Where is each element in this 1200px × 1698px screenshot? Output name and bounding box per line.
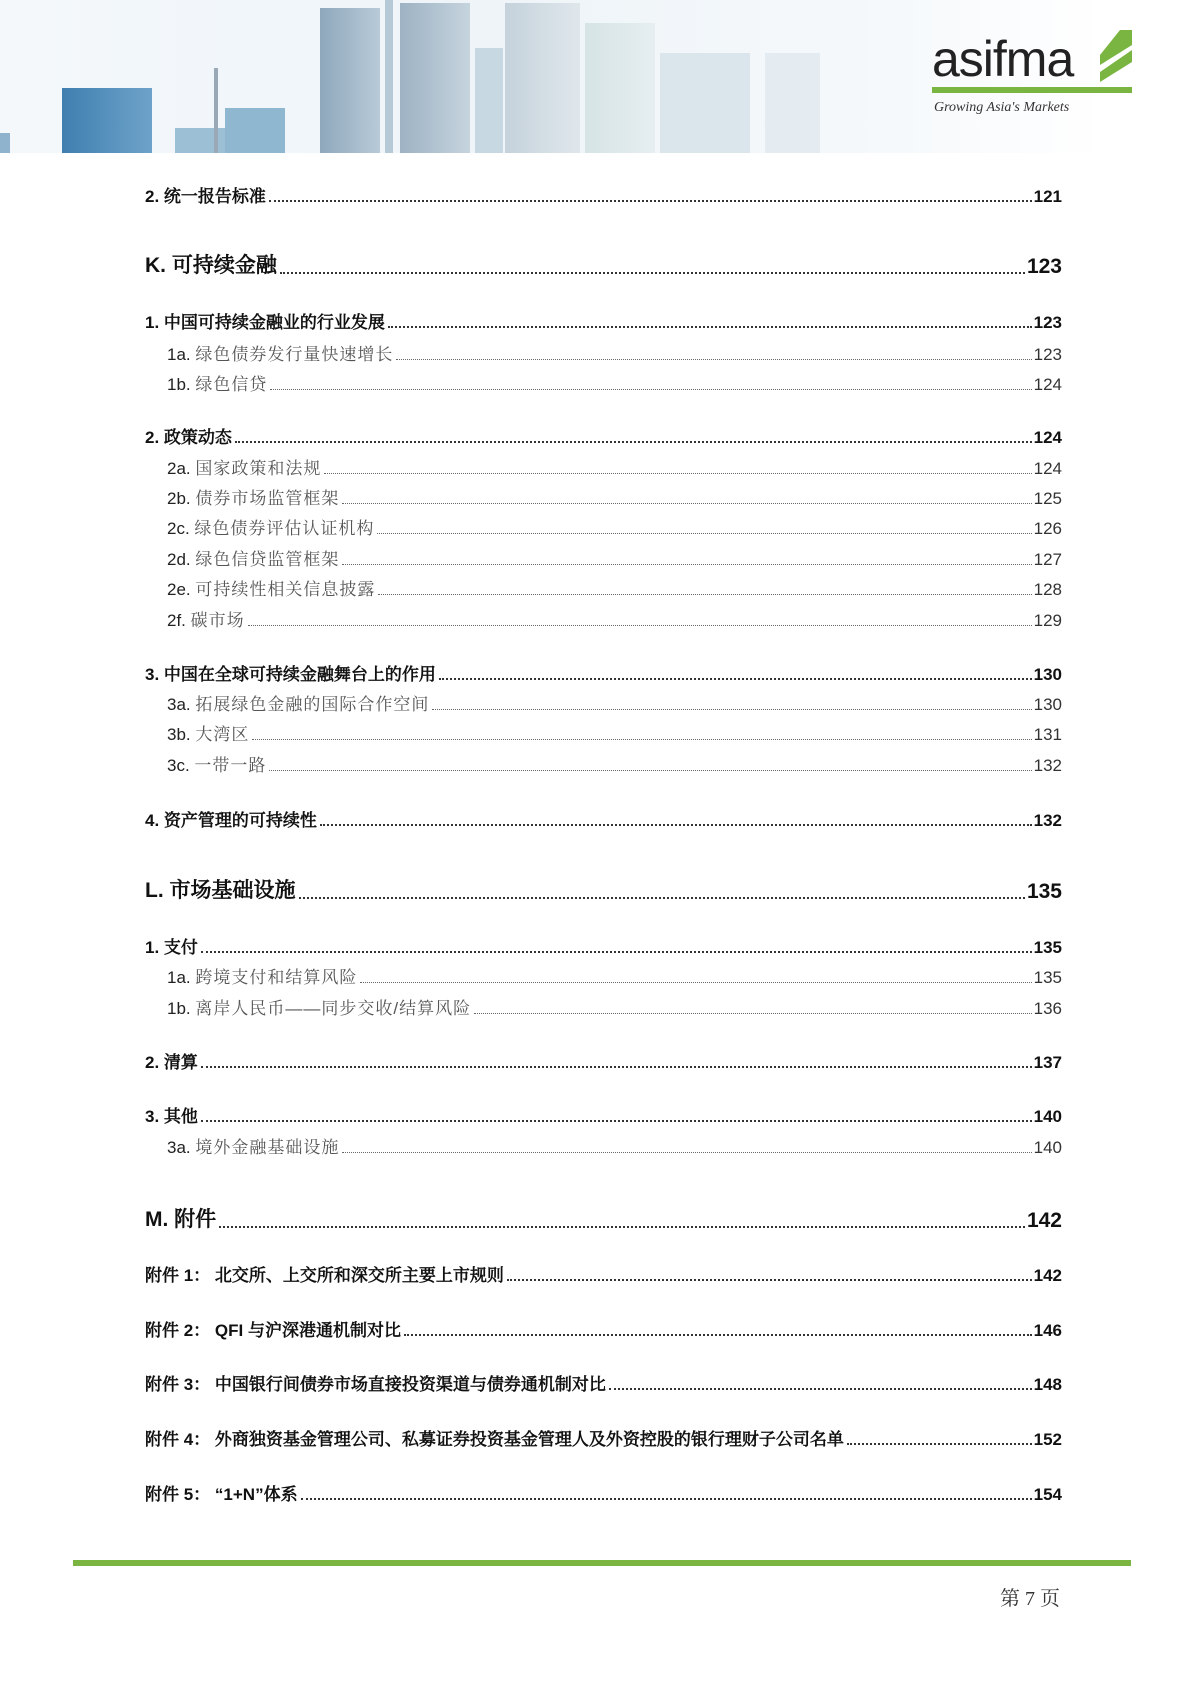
- toc-entry-page: 152: [1033, 1430, 1062, 1449]
- toc-entry-number: M.: [145, 1208, 169, 1231]
- header-banner: [0, 0, 1200, 153]
- toc-entry-number: 2f.: [167, 611, 186, 630]
- dot-leader: [507, 1279, 1032, 1281]
- toc-entry-page: 142: [1026, 1209, 1062, 1232]
- toc-entry-page: 124: [1033, 428, 1062, 447]
- dot-leader: [201, 1066, 1032, 1068]
- dot-leader: [388, 326, 1032, 328]
- dot-leader: [201, 1120, 1032, 1122]
- toc-entry-number: L.: [145, 879, 164, 902]
- logo-underline: [932, 87, 1132, 93]
- toc-entry-page: 135: [1033, 938, 1062, 957]
- dot-leader: [342, 503, 1031, 504]
- dot-leader: [235, 441, 1032, 443]
- dot-leader: [219, 1226, 1025, 1228]
- dot-leader: [377, 533, 1031, 534]
- toc-entry-title: 绿色债券发行量快速增长: [195, 345, 394, 364]
- logo-wordmark: asifma: [932, 31, 1074, 87]
- toc-entry-number: 2a.: [167, 459, 191, 478]
- toc-entry-number: 2c.: [167, 519, 190, 538]
- toc-entry-number: 1b.: [167, 375, 191, 394]
- toc-entry-number: 附件 1：: [145, 1266, 211, 1285]
- dot-leader: [474, 1013, 1032, 1014]
- toc-entry[interactable]: [167, 690, 1062, 715]
- toc-entry[interactable]: [145, 1425, 1062, 1450]
- dot-leader: [432, 709, 1031, 710]
- toc-entry[interactable]: [145, 1370, 1062, 1395]
- toc-entry-number: 附件 2：: [145, 1321, 211, 1340]
- toc-entry-page: 137: [1033, 1053, 1062, 1072]
- toc-entry-number: 附件 4：: [145, 1430, 211, 1449]
- dot-leader: [324, 473, 1031, 474]
- toc-entry[interactable]: [145, 806, 1062, 831]
- toc-entry-number: 附件 5：: [145, 1485, 211, 1504]
- dot-leader: [342, 564, 1031, 565]
- toc-entry[interactable]: [167, 545, 1062, 570]
- toc-entry-page: 132: [1033, 756, 1062, 775]
- toc-entry-title: QFI 与沪深港通机制对比: [214, 1321, 401, 1340]
- toc-entry-page: 127: [1033, 550, 1062, 569]
- dot-leader: [301, 1498, 1032, 1500]
- toc-entry-number: 2.: [145, 428, 160, 447]
- toc-entry-number: 1a.: [167, 345, 191, 364]
- toc-entry-page: 124: [1033, 459, 1062, 478]
- toc-entry[interactable]: [167, 994, 1062, 1019]
- toc-entry-page: 130: [1033, 695, 1062, 714]
- dot-leader: [201, 951, 1032, 953]
- dot-leader: [396, 359, 1031, 360]
- toc-entry-page: 128: [1033, 580, 1062, 599]
- toc-entry-title: 其他: [163, 1107, 198, 1126]
- toc-entry-number: 2.: [145, 187, 160, 206]
- toc-entry-title: 绿色信贷: [195, 375, 268, 394]
- dot-leader: [609, 1388, 1032, 1390]
- toc-entry-title: 大湾区: [195, 725, 250, 744]
- toc-entry-page: 135: [1033, 968, 1062, 987]
- toc-entry-page: 125: [1033, 489, 1062, 508]
- toc-entry[interactable]: [145, 1316, 1062, 1341]
- toc-entry-page: 129: [1033, 611, 1062, 630]
- toc-entry-page: 136: [1033, 999, 1062, 1018]
- toc-entry-number: K.: [145, 254, 166, 277]
- toc-entry-page: 132: [1033, 811, 1062, 830]
- dot-leader: [248, 625, 1032, 626]
- toc-entry-number: 1a.: [167, 968, 191, 987]
- toc-entry-page: 123: [1026, 255, 1062, 278]
- toc-entry-title: 一带一路: [194, 756, 267, 775]
- toc-entry-number: 1.: [145, 938, 160, 957]
- toc-entry[interactable]: [145, 1102, 1062, 1127]
- toc-entry-title: 拓展绿色金融的国际合作空间: [195, 695, 430, 714]
- dot-leader: [378, 594, 1031, 595]
- toc-entry-title: 离岸人民币——同步交收/结算风险: [195, 999, 472, 1018]
- toc-entry[interactable]: [167, 340, 1062, 365]
- toc-entry[interactable]: [167, 575, 1062, 600]
- dot-leader: [270, 389, 1031, 390]
- toc-entry-title: 中国可持续金融业的行业发展: [163, 313, 385, 332]
- toc-entry[interactable]: [145, 249, 1062, 279]
- toc-entry-page: 124: [1033, 375, 1062, 394]
- toc-entry-title: 跨境支付和结算风险: [195, 968, 358, 987]
- toc-entry[interactable]: [145, 1203, 1062, 1233]
- toc-entry-page: 126: [1033, 519, 1062, 538]
- toc-entry-number: 3.: [145, 1107, 160, 1126]
- toc-entry-title: 碳市场: [190, 611, 245, 630]
- toc-entry[interactable]: [145, 933, 1062, 958]
- toc-entry-title: 可持续金融: [171, 254, 277, 277]
- page-number: 第 7 页: [1000, 1588, 1060, 1610]
- toc-entry-number: 1b.: [167, 999, 191, 1018]
- logo-stripes-icon: [1090, 30, 1135, 95]
- toc-entry-title: 中国在全球可持续金融舞台上的作用: [163, 665, 436, 684]
- toc-entry[interactable]: [167, 963, 1062, 988]
- dot-leader: [360, 982, 1031, 983]
- toc-entry-page: 142: [1033, 1266, 1062, 1285]
- asifma-logo: [930, 30, 1135, 125]
- toc-entry-title: 债券市场监管框架: [195, 489, 340, 508]
- toc-entry[interactable]: [145, 423, 1062, 448]
- toc-entry-number: 3b.: [167, 725, 191, 744]
- toc-entry-title: 资产管理的可持续性: [163, 811, 317, 830]
- dot-leader: [269, 770, 1031, 771]
- toc-entry[interactable]: [145, 308, 1062, 333]
- toc-entry-page: 140: [1033, 1138, 1062, 1157]
- toc-entry[interactable]: [167, 1133, 1062, 1158]
- toc-entry-title: 附件: [174, 1208, 217, 1231]
- toc-entry[interactable]: [145, 660, 1062, 685]
- dot-leader: [269, 200, 1032, 202]
- toc-entry[interactable]: [167, 720, 1062, 745]
- toc-entry-number: 2.: [145, 1053, 160, 1072]
- toc-entry-title: 支付: [163, 938, 198, 957]
- toc-entry-title: 中国银行间债券市场直接投资渠道与债券通机制对比: [214, 1375, 606, 1394]
- toc-entry-page: 148: [1033, 1375, 1062, 1394]
- dot-leader: [280, 272, 1025, 274]
- dot-leader: [439, 678, 1032, 680]
- dot-leader: [404, 1334, 1032, 1336]
- toc-entry-number: 3a.: [167, 1138, 191, 1157]
- toc-entry-title: 市场基础设施: [169, 879, 296, 902]
- toc-entry-page: 131: [1033, 725, 1062, 744]
- toc-entry[interactable]: [145, 182, 1062, 207]
- toc-entry-number: 2e.: [167, 580, 191, 599]
- toc-entry-page: 154: [1033, 1485, 1062, 1504]
- toc-entry-number: 3a.: [167, 695, 191, 714]
- toc-entry-page: 121: [1033, 187, 1062, 206]
- toc-entry-page: 140: [1033, 1107, 1062, 1126]
- dot-leader: [299, 897, 1025, 899]
- toc-entry-number: 附件 3：: [145, 1375, 211, 1394]
- logo-tagline: Growing Asia's Markets: [934, 100, 1070, 115]
- toc-entry-page: 123: [1033, 345, 1062, 364]
- toc-entry[interactable]: [167, 606, 1062, 631]
- toc-entry[interactable]: [167, 454, 1062, 479]
- toc-entry-title: 外商独资基金管理公司、私募证券投资基金管理人及外资控股的银行理财子公司名单: [214, 1430, 844, 1449]
- dot-leader: [847, 1443, 1032, 1445]
- toc-entry-title: 绿色信贷监管框架: [195, 550, 340, 569]
- toc-entry[interactable]: [167, 484, 1062, 509]
- toc-entry-title: 政策动态: [163, 428, 232, 447]
- footer-divider: [73, 1560, 1131, 1566]
- toc-entry-page: 146: [1033, 1321, 1062, 1340]
- toc-entry[interactable]: [145, 1048, 1062, 1073]
- toc-entry[interactable]: [167, 751, 1062, 776]
- toc-entry-number: 4.: [145, 811, 160, 830]
- toc-entry-page: 130: [1033, 665, 1062, 684]
- toc-entry-number: 3c.: [167, 756, 190, 775]
- toc-entry-page: 123: [1033, 313, 1062, 332]
- toc-entry[interactable]: [167, 514, 1062, 539]
- toc-entry[interactable]: [145, 1480, 1062, 1505]
- toc-entry[interactable]: [167, 370, 1062, 395]
- toc-entry-page: 135: [1026, 880, 1062, 903]
- toc-entry-number: 2d.: [167, 550, 191, 569]
- toc-entry-title: 北交所、上交所和深交所主要上市规则: [214, 1266, 504, 1285]
- toc-entry-title: 清算: [163, 1053, 198, 1072]
- dot-leader: [252, 739, 1031, 740]
- toc-entry-number: 3.: [145, 665, 160, 684]
- toc-entry-title: 国家政策和法规: [195, 459, 322, 478]
- toc-entry[interactable]: [145, 874, 1062, 904]
- toc-entry-number: 1.: [145, 313, 160, 332]
- dot-leader: [320, 824, 1032, 826]
- toc-entry[interactable]: [145, 1261, 1062, 1286]
- toc-entry-number: 2b.: [167, 489, 191, 508]
- dot-leader: [342, 1152, 1031, 1153]
- toc-entry-title: 绿色债券评估认证机构: [194, 519, 375, 538]
- toc-entry-title: “1+N”体系: [214, 1485, 298, 1504]
- toc-entry-title: 可持续性相关信息披露: [195, 580, 376, 599]
- toc-entry-title: 境外金融基础设施: [195, 1138, 340, 1157]
- toc-entry-title: 统一报告标准: [163, 187, 266, 206]
